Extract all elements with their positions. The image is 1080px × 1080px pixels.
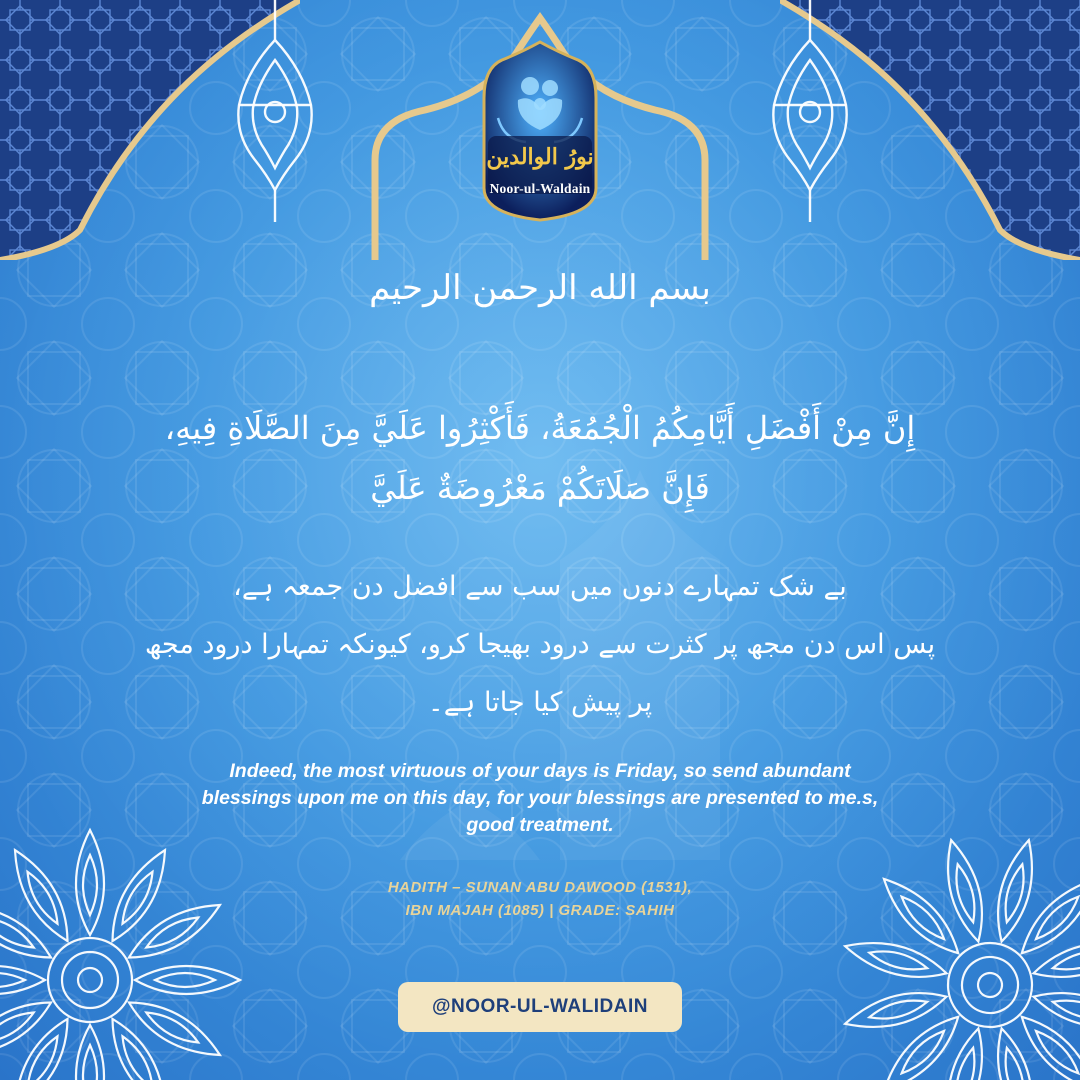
urdu-translation-line: بے شک تمہارے دنوں میں سب سے افضل دن جمعہ ہے،	[233, 571, 847, 602]
urdu-translation-text	[60, 558, 1020, 732]
social-handle-badge: @NOOR-UL-WALIDAIN	[398, 982, 682, 1032]
reference-line: IBN MAJAH (1085) | GRADE: SAHIH	[405, 902, 675, 919]
noor-ul-waldain-logo	[478, 38, 602, 222]
arabic-hadith-line: إِنَّ مِنْ أَفْضَلِ أَيَّامِكُمُ الْجُمُعَةُ، فَأَكْثِرُوا عَلَيَّ مِنَ الصَّلَاةِ فِيهِ،	[164, 409, 916, 447]
english-translation-line: good treatment.	[466, 814, 614, 836]
urdu-translation-line: پر پیش کیا جاتا ہے۔	[427, 687, 653, 718]
bismillah-calligraphy: بسم الله الرحمن الرحيم	[369, 268, 711, 308]
logo-title-arabic: نورُ الوالدین	[486, 144, 594, 170]
mandala-right-icon	[830, 825, 1080, 1080]
reference-line: HADITH – SUNAN ABU DAWOOD (1531),	[387, 879, 693, 896]
english-translation-text	[150, 758, 930, 839]
arabic-hadith-text	[60, 398, 1020, 518]
logo-title-english: Noor-ul-Waldain	[489, 181, 591, 196]
arabic-hadith-line: فَإِنَّ صَلَاتَكُمْ مَعْرُوضَةٌ عَلَيَّ	[370, 469, 710, 507]
urdu-translation-line: پس اس دن مجھ پر کثرت سے درود بھیجا کرو، کیونکہ تمہارا درود مجھ	[144, 629, 936, 660]
english-translation-line: Indeed, the most virtuous of your days is Friday, so send abundant	[229, 760, 851, 782]
mandala-left-icon	[0, 820, 250, 1080]
english-translation-line: blessings upon me on this day, for your blessings are presented to me.s,	[201, 787, 879, 809]
lantern-left-icon	[225, 0, 325, 225]
lantern-right-icon	[760, 0, 860, 225]
